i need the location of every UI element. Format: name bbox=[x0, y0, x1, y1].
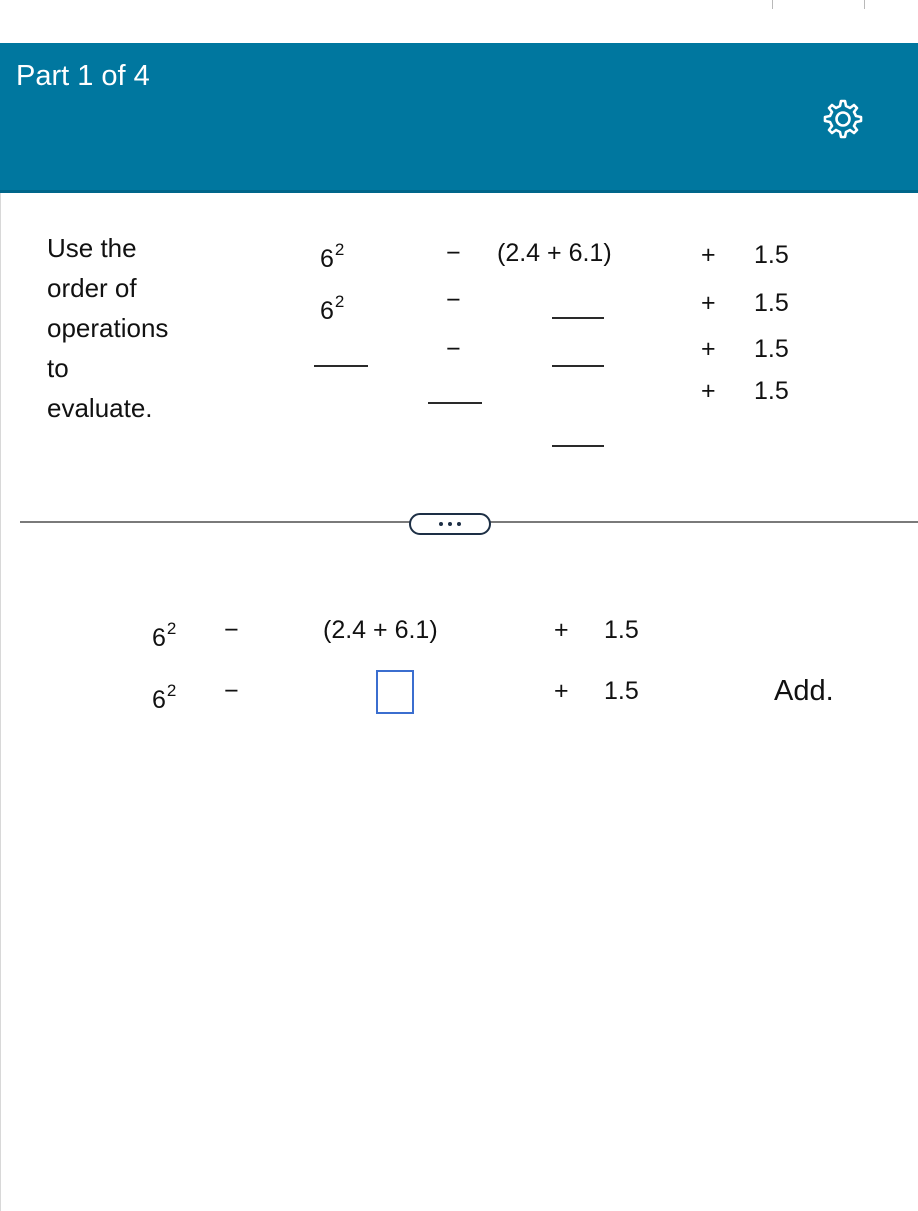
parenthetical-sum: (2.4 + 6.1) bbox=[497, 239, 612, 267]
plus-sign: + bbox=[701, 289, 716, 317]
parenthetical-sum: (2.4 + 6.1) bbox=[323, 616, 438, 644]
top-strip-tick bbox=[864, 0, 865, 9]
addend: 1.5 bbox=[754, 335, 789, 363]
instruction-line: Use the bbox=[47, 233, 137, 263]
answer-blank bbox=[552, 317, 604, 319]
show-more-button[interactable] bbox=[409, 513, 491, 535]
page-edge bbox=[0, 193, 1, 1211]
power-exponent: 2 bbox=[334, 292, 345, 311]
power-term bbox=[320, 292, 345, 326]
plus-sign: + bbox=[554, 677, 569, 705]
power-base: 6 bbox=[152, 686, 166, 714]
ellipsis-icon bbox=[448, 522, 452, 526]
plus-sign: + bbox=[554, 616, 569, 644]
answer-input[interactable] bbox=[376, 670, 414, 714]
instruction-line: order of bbox=[47, 273, 137, 303]
instruction-line: operations bbox=[47, 313, 169, 343]
power-base: 6 bbox=[320, 297, 334, 325]
header-border bbox=[0, 190, 918, 193]
minus-sign: − bbox=[446, 239, 461, 267]
power-term bbox=[320, 240, 345, 274]
instruction-line: evaluate. bbox=[47, 393, 153, 423]
answer-blank bbox=[552, 445, 604, 447]
answer-blank bbox=[314, 365, 368, 367]
plus-sign: + bbox=[701, 241, 716, 269]
power-exponent: 2 bbox=[334, 240, 345, 259]
instructions bbox=[47, 228, 227, 428]
answer-blank bbox=[552, 365, 604, 367]
step-hint: Add. bbox=[774, 675, 834, 707]
addend: 1.5 bbox=[604, 616, 639, 644]
power-base: 6 bbox=[320, 245, 334, 273]
addend: 1.5 bbox=[754, 241, 789, 269]
power-term bbox=[152, 681, 177, 715]
divider-left bbox=[20, 521, 412, 523]
minus-sign: − bbox=[446, 286, 461, 314]
power-term bbox=[152, 619, 177, 653]
addend: 1.5 bbox=[754, 377, 789, 405]
ellipsis-icon bbox=[439, 522, 443, 526]
plus-sign: + bbox=[701, 377, 716, 405]
ellipsis-icon bbox=[457, 522, 461, 526]
top-strip-tick bbox=[772, 0, 773, 9]
divider-right bbox=[489, 521, 918, 523]
instruction-line: to bbox=[47, 353, 69, 383]
power-base: 6 bbox=[152, 624, 166, 652]
minus-sign: − bbox=[446, 335, 461, 363]
answer-blank bbox=[428, 402, 482, 404]
top-strip bbox=[0, 0, 918, 43]
minus-sign: − bbox=[224, 677, 239, 705]
addend: 1.5 bbox=[604, 677, 639, 705]
power-exponent: 2 bbox=[166, 619, 177, 638]
power-exponent: 2 bbox=[166, 681, 177, 700]
addend: 1.5 bbox=[754, 289, 789, 317]
part-title: Part 1 of 4 bbox=[16, 60, 150, 92]
minus-sign: − bbox=[224, 616, 239, 644]
plus-sign: + bbox=[701, 335, 716, 363]
gear-icon[interactable] bbox=[820, 96, 866, 142]
